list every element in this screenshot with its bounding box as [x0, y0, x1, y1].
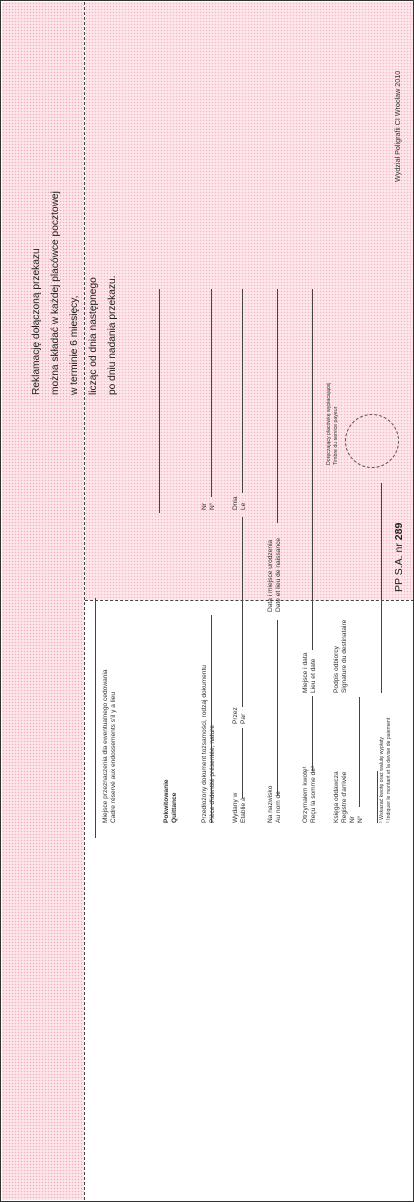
footnote-pl: ¹ Wskazać kwotę oraz walutę wypłaty [379, 737, 385, 823]
office-label-pl: Doręczający placówkę wypłacającej [326, 382, 332, 465]
id-doc-label-pl: Przedłożony dokument tożsamości, rodzaj dokumentu [201, 665, 208, 823]
place-date-line [312, 289, 313, 650]
by-label-pl: Przez [232, 707, 239, 724]
received-label-pl: Otrzymałem kwotę¹ [302, 766, 309, 823]
printer-imprint: Wydział Poligrafii CI Wrocław 2010 [393, 70, 402, 182]
endorsement-divider [95, 598, 96, 838]
issued-in-label-pl: Wydany w [232, 792, 239, 823]
received-label-fr: Reçu la somme de¹ [310, 765, 317, 823]
by-label-fr: Par [240, 713, 247, 724]
endorsement-label-fr: Cadre réservé aux endossements s'il y a lieu [110, 692, 117, 823]
register-label-fr: Registre d'arrivée [341, 771, 348, 823]
form-code [394, 523, 405, 592]
id-doc-line [211, 615, 212, 823]
office-label-fr: Timbre du service payeur [333, 406, 339, 465]
id-doc-top-line [159, 289, 160, 513]
birth-label-fr: Date et lieu de naissance [275, 537, 282, 612]
receipt-title-pl: Pokwitowanie [163, 779, 170, 823]
form-code-number: 289 [393, 522, 405, 541]
register-nr-label-fr: N° [357, 815, 364, 823]
register-nr-line [359, 697, 360, 807]
signature-label-pl: Podpis odbiorcy [333, 646, 340, 693]
receipt-title-fr: Quittance [171, 792, 178, 823]
complaint-line-1: Reklamację dołączoną przekazu [31, 248, 42, 395]
complaint-line-2: można składać w każdej placówce pocztowej [50, 191, 61, 395]
signature-line [381, 483, 382, 693]
stamp-circle [345, 414, 399, 468]
place-date-label-pl: Miejsce i data [302, 652, 309, 693]
complaint-line-3: w terminie 6 miesięcy, [69, 295, 80, 395]
rotated-content [1, 1, 414, 1202]
register-label-pl: Księga oddawcza [333, 771, 340, 823]
id-doc-label-fr: Pièce d'identité présentée, nature [209, 724, 216, 823]
day-label-fr: Le [240, 502, 247, 510]
complaint-line-5: po dniu nadania przekazu. [107, 275, 118, 395]
nr-label-pl: Nr [201, 503, 208, 510]
issued-in-line [242, 728, 243, 798]
complaint-line-4: licząc od dnia następnego [88, 277, 99, 395]
nr-line [211, 289, 212, 497]
received-line [312, 696, 313, 771]
form-code-prefix: PP S.A. nr [393, 543, 405, 592]
birth-line [277, 289, 278, 523]
by-line [242, 517, 243, 707]
name-label-pl: Na nazwisko [267, 785, 274, 823]
nr-label-fr: N° [209, 502, 216, 510]
signature-label-fr: Signature du destinataire [341, 619, 348, 693]
endorsement-label-pl: Miejsce przeznaczenia dla ewentualnego cedowania [102, 669, 109, 823]
register-nr-label-pl: Nr [349, 816, 356, 823]
day-line [242, 289, 243, 493]
footnote-fr: ¹ Indiquer le montant et la devise de paiement [386, 717, 392, 823]
name-line [277, 620, 278, 795]
issued-in-label-fr: Etablie à [240, 797, 247, 823]
name-label-fr: Au nom de [275, 791, 282, 823]
day-label-pl: Dnia [232, 496, 239, 510]
birth-label-pl: Data i miejsce urodzenia [267, 539, 274, 612]
footnote-divider [377, 771, 378, 823]
place-date-label-fr: Lieu et date [310, 658, 317, 693]
